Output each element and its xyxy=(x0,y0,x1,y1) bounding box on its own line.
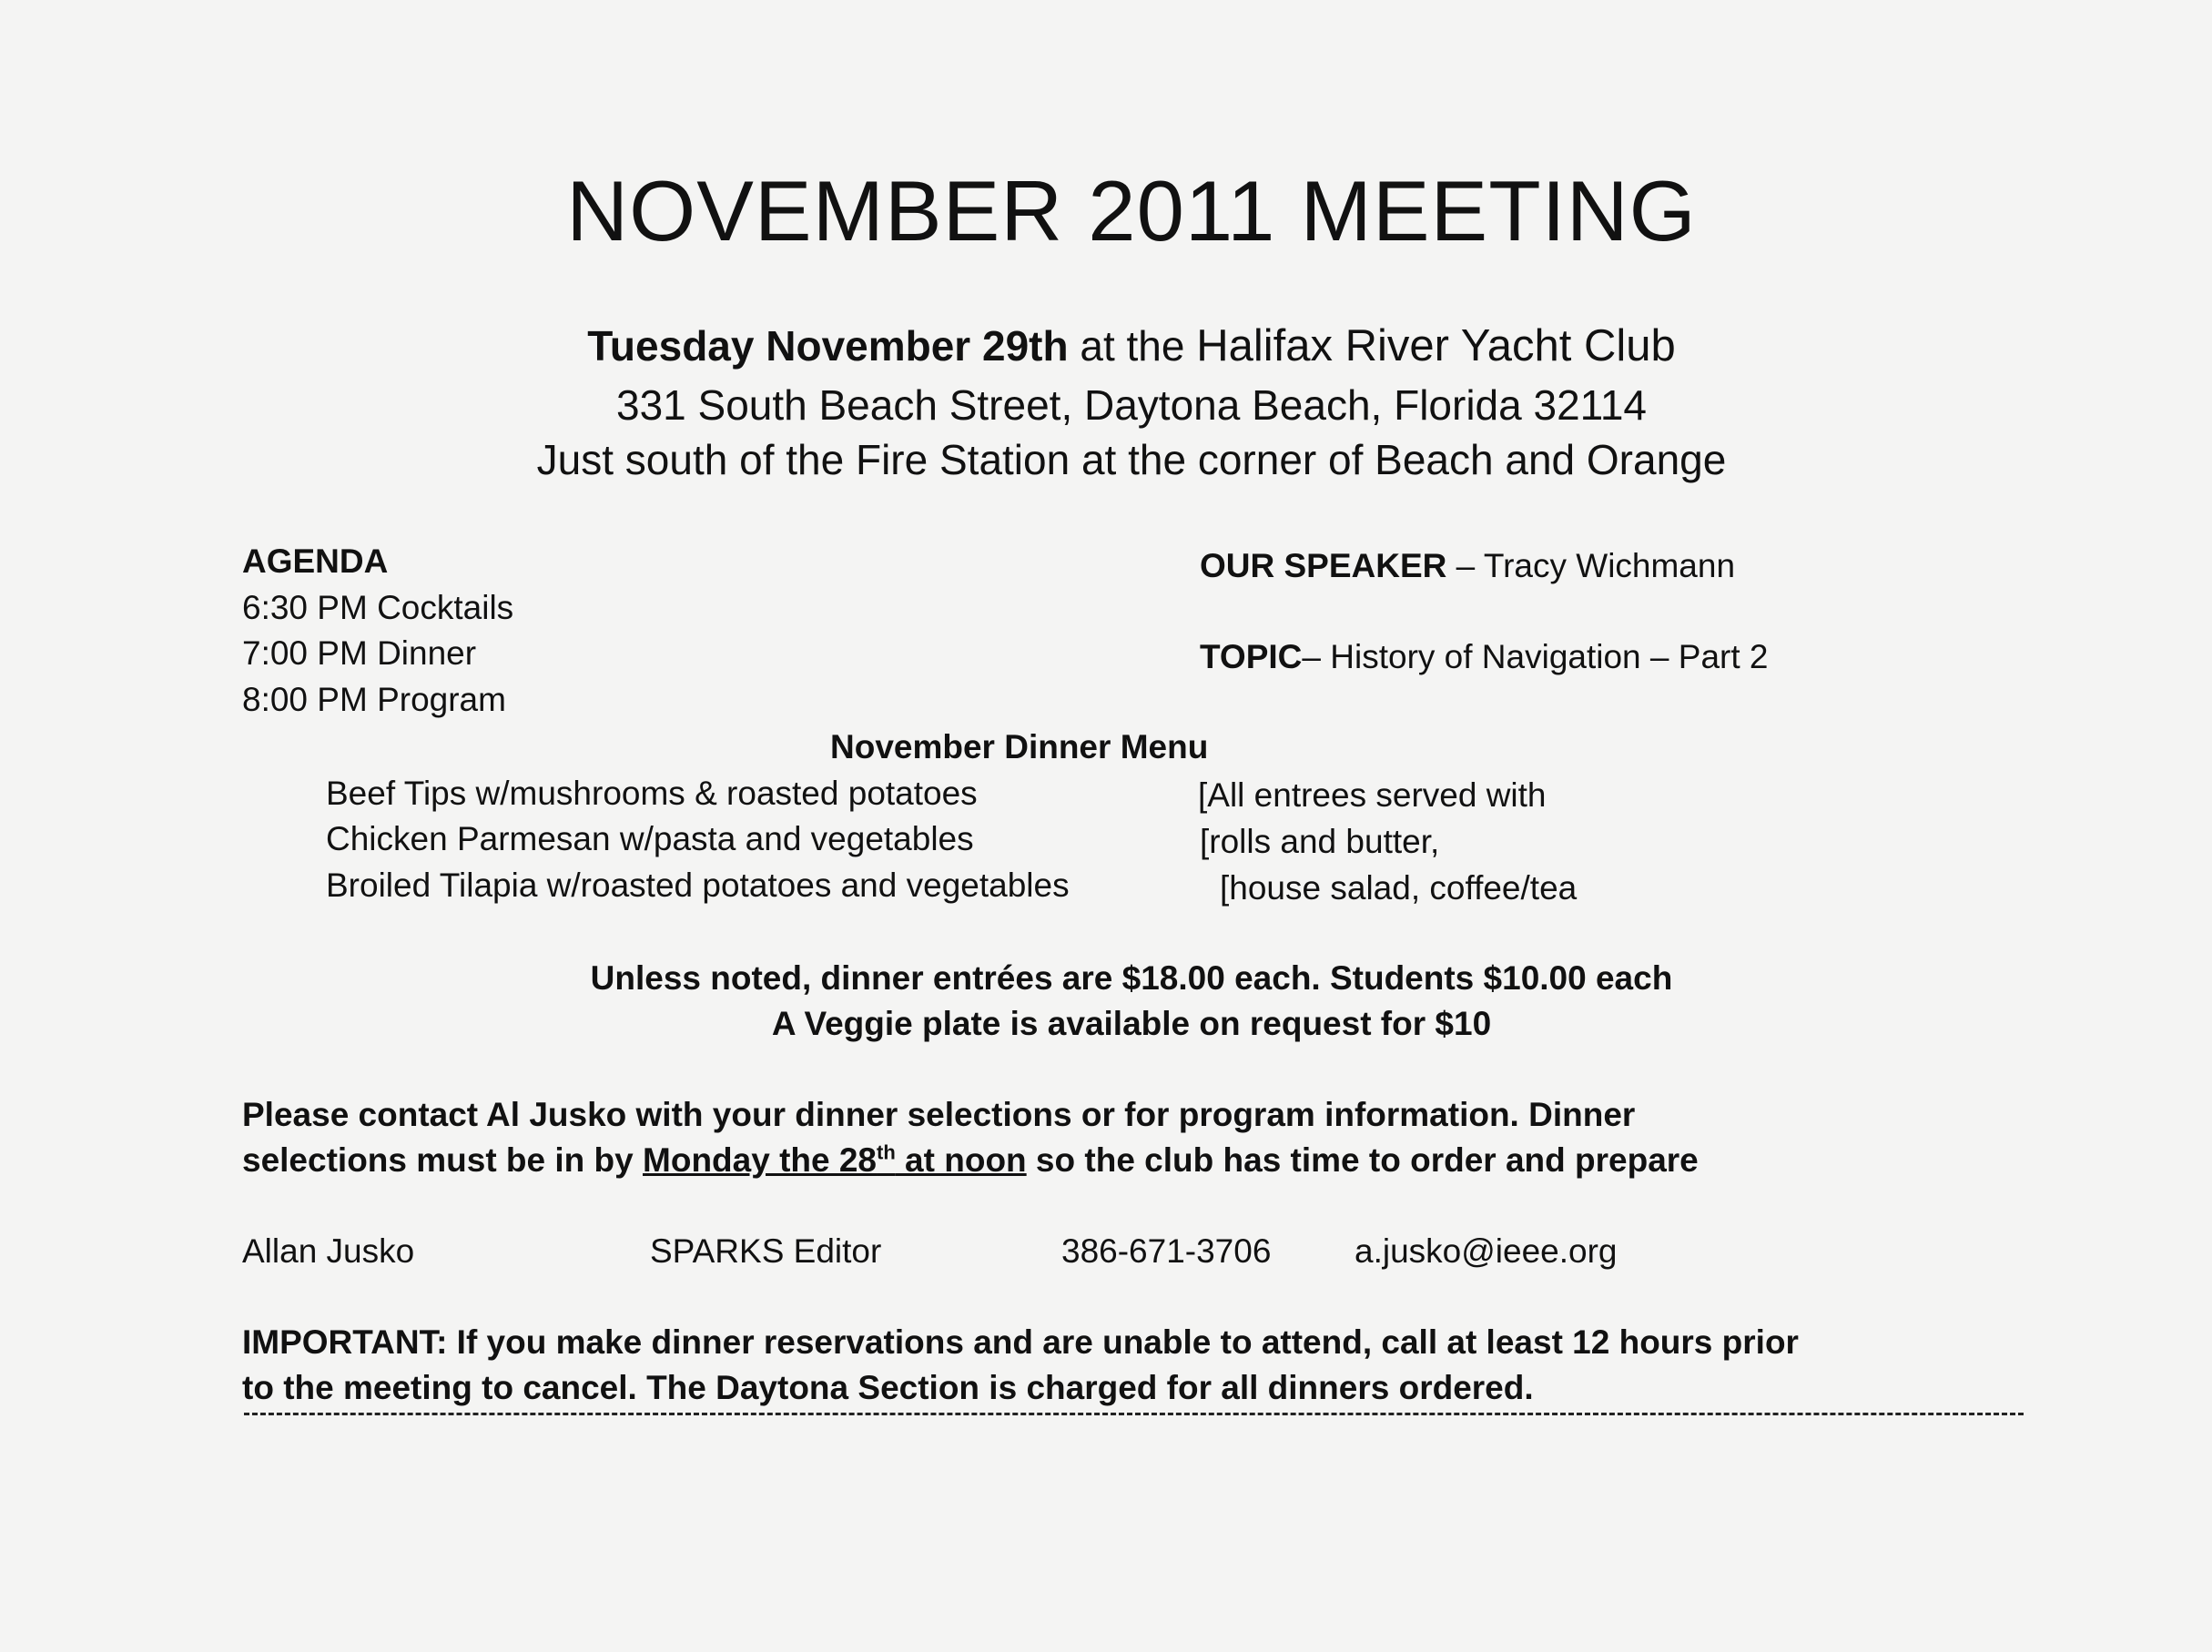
editor-phone: 386-671-3706 xyxy=(1061,1232,1272,1270)
speaker-label: OUR SPEAKER xyxy=(1200,547,1447,584)
page-title: NOVEMBER 2011 MEETING xyxy=(566,163,1697,258)
important-notice: IMPORTANT: If you make dinner reservations and are unable to attend, call at least 12 hours prior xyxy=(242,1323,1799,1361)
venue-address: 331 South Beach Street, Daytona Beach, Florida 32114 xyxy=(615,381,1647,429)
important-notice-cont: to the meeting to cancel. The Daytona Section is charged for all dinners ordered. xyxy=(242,1369,1534,1406)
deadline-time: at noon xyxy=(895,1141,1027,1179)
agenda-item: 8:00 PM Program xyxy=(242,681,506,718)
deadline-day: Monday the 28 xyxy=(643,1141,878,1179)
menu-side: [All entrees served with xyxy=(1198,776,1547,814)
pricing-line: Unless noted, dinner entrées are $18.00 each. Students $10.00 each xyxy=(590,959,1673,997)
cut-line-divider xyxy=(244,1413,2024,1415)
deadline-prefix: selections must be in by xyxy=(242,1141,644,1179)
deadline-suffix: so the club has time to order and prepare xyxy=(1026,1141,1699,1179)
meeting-date: Tuesday November 29th xyxy=(587,322,1069,370)
speaker-line xyxy=(1200,547,1735,585)
editor-email: a.jusko@ieee.org xyxy=(1355,1232,1618,1270)
venue-name: Halifax River Yacht Club xyxy=(1196,321,1676,370)
at-the-text: at the xyxy=(1068,322,1197,370)
agenda-heading: AGENDA xyxy=(242,542,389,580)
menu-entree: Beef Tips w/mushrooms & roasted potatoes xyxy=(326,775,978,812)
editor-role: SPARKS Editor xyxy=(650,1232,882,1270)
topic-label: TOPIC xyxy=(1200,638,1303,675)
topic-text: History of Navigation – Part 2 xyxy=(1330,638,1769,675)
menu-side: [house salad, coffee/tea xyxy=(1220,869,1578,907)
speaker-separator: – xyxy=(1446,547,1484,584)
speaker-name: Tracy Wichmann xyxy=(1483,547,1736,584)
menu-side: [rolls and butter, xyxy=(1200,823,1440,860)
deadline-date xyxy=(643,1141,1027,1179)
agenda-item: 6:30 PM Cocktails xyxy=(242,589,514,626)
topic-separator: – xyxy=(1302,638,1331,675)
venue-directions: Just south of the Fire Station at the corner of Beach and Orange xyxy=(536,436,1727,483)
deadline-superscript: th xyxy=(877,1140,896,1164)
menu-entree: Chicken Parmesan w/pasta and vegetables xyxy=(326,820,974,857)
contact-line: Please contact Al Jusko with your dinner selections or for program information. Dinner xyxy=(242,1096,1636,1133)
topic-line xyxy=(1200,638,1768,676)
menu-entree: Broiled Tilapia w/roasted potatoes and vegetables xyxy=(326,867,1070,904)
agenda-item: 7:00 PM Dinner xyxy=(242,634,477,672)
deadline-line xyxy=(242,1141,1699,1180)
veggie-line: A Veggie plate is available on request for $10 xyxy=(771,1005,1492,1042)
editor-name: Allan Jusko xyxy=(242,1232,415,1270)
menu-heading: November Dinner Menu xyxy=(830,728,1209,765)
meeting-date-venue xyxy=(0,320,2212,371)
